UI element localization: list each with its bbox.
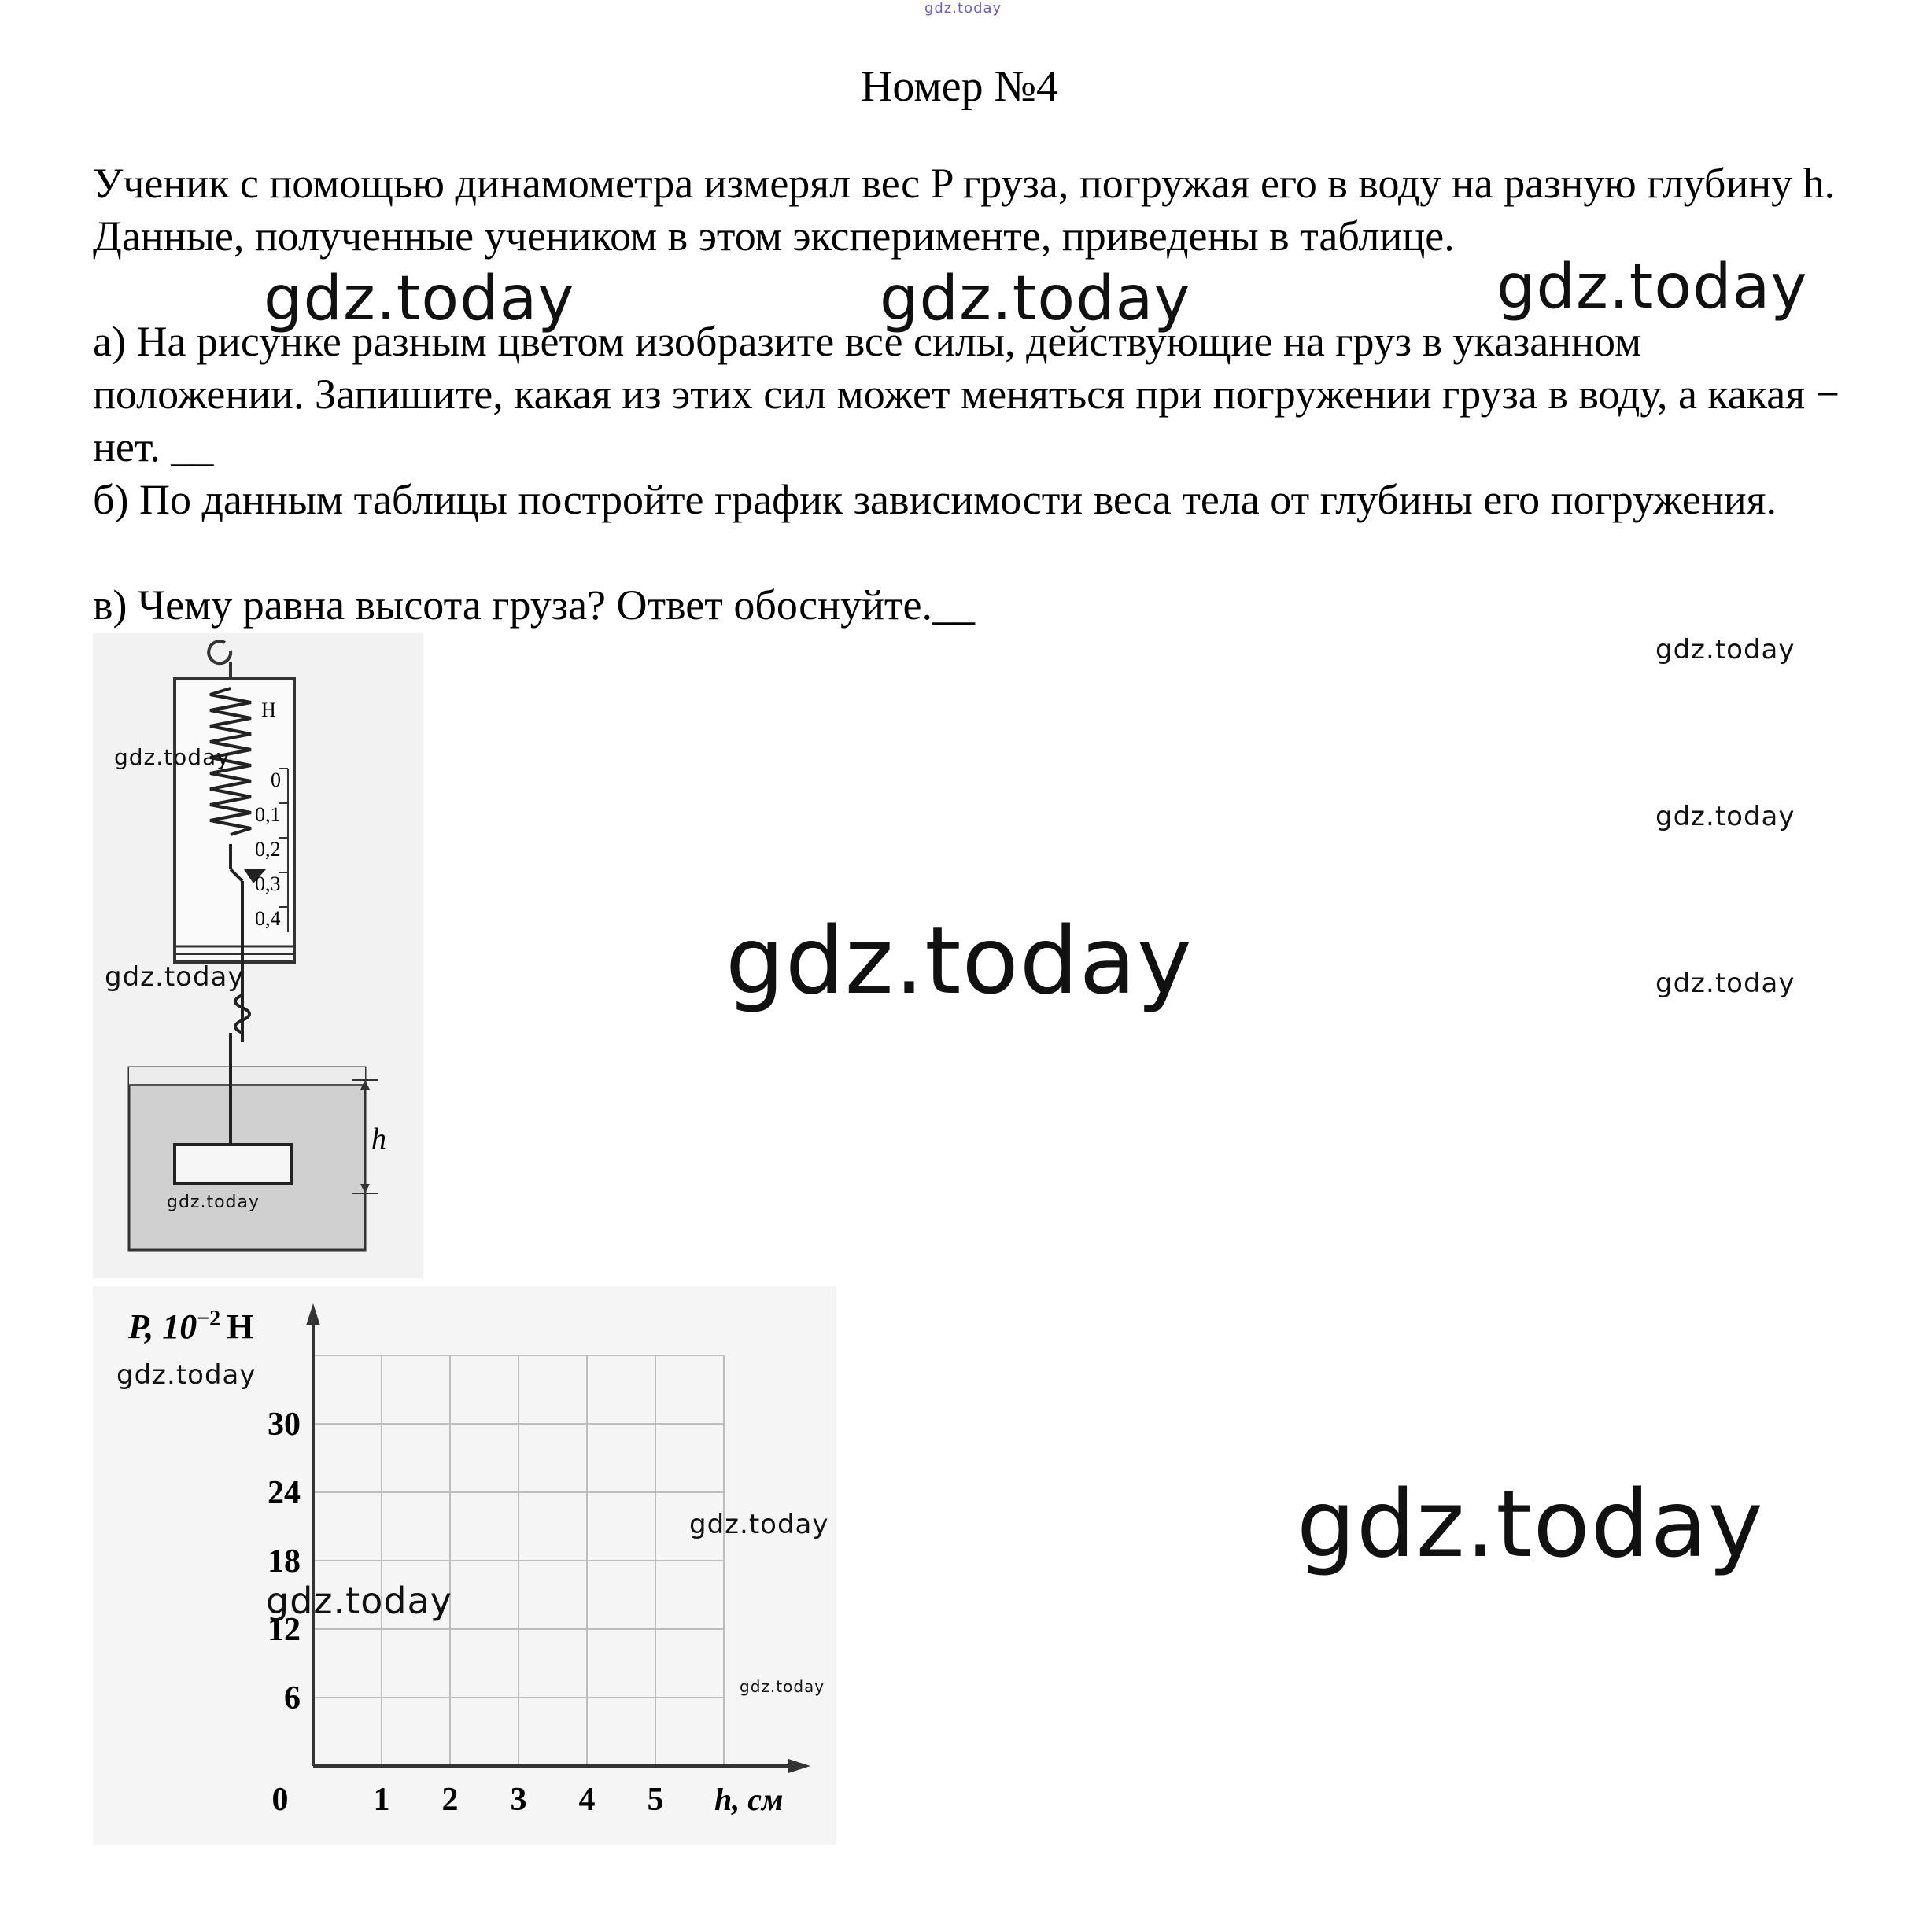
x-tick-label: 4 [578,1782,596,1818]
x-axis-label: h, см [714,1782,784,1817]
top-watermark: gdz.today [924,0,1002,17]
watermark: gdz.today [725,906,1193,1015]
watermark: gdz.today [167,1193,260,1212]
watermark: gdz.today [266,1580,452,1622]
watermark: gdz.today [689,1509,829,1540]
watermark: gdz.today [1297,1469,1764,1578]
watermark: gdz.today [1655,634,1795,666]
watermark: gdz.today [105,961,245,993]
y-tick-label: 6 [284,1680,301,1716]
dyn-scale-2: 0,2 [255,838,281,861]
task-part-c: в) Чему равна высота груза? Ответ обоснуйте.__ [93,581,976,629]
watermark: gdz.today [880,264,1191,334]
y-tick-label: 18 [268,1543,301,1580]
depth-label: h [371,1123,386,1156]
dyn-scale-3: 0,3 [255,872,281,895]
watermark: gdz.today [1496,252,1808,323]
x-tick-label: 5 [647,1782,664,1818]
watermark: gdz.today [1655,801,1795,832]
page-title: Номер №4 [860,62,1059,111]
x-tick-label: 1 [373,1782,390,1818]
watermark: gdz.today [740,1677,825,1696]
dynamometer-figure [93,633,423,1278]
watermark: gdz.today [116,1359,256,1391]
y-tick-label: 30 [268,1407,301,1443]
dyn-scale-0: 0 [271,769,281,791]
watermark: gdz.today [1655,968,1795,999]
dyn-unit-label: Н [261,699,276,721]
y-tick-label: 24 [268,1475,301,1511]
x-tick-label: 2 [441,1782,459,1818]
task-part-b: б) По данным таблицы постройте график зависимости веса тела от глубины его погружения. [93,476,1777,523]
y-tick-label: 12 [268,1612,301,1648]
x-tick-label: 0 [271,1782,289,1818]
task-intro: Ученик с помощью динамометра измерял вес P груза, погружая его в воду на разную глубину h. Данные, полученные учеником в этом эксперименте, приведены в таблице. [93,160,1836,260]
task-part-a: а) На рисунке разным цветом изобразите все силы, действующие на груз в указанном положении. Запишите, какая из этих сил может меняться при погружении груза в воду, а какая − нет. __ [93,318,1840,470]
y-axis-label: P, $10^{-2}$ Н [128,1307,254,1346]
watermark: gdz.today [264,264,575,334]
x-tick-label: 3 [510,1782,527,1818]
watermark: gdz.today [114,744,231,770]
dyn-scale-1: 0,1 [255,803,281,826]
dyn-scale-4: 0,4 [255,907,281,930]
